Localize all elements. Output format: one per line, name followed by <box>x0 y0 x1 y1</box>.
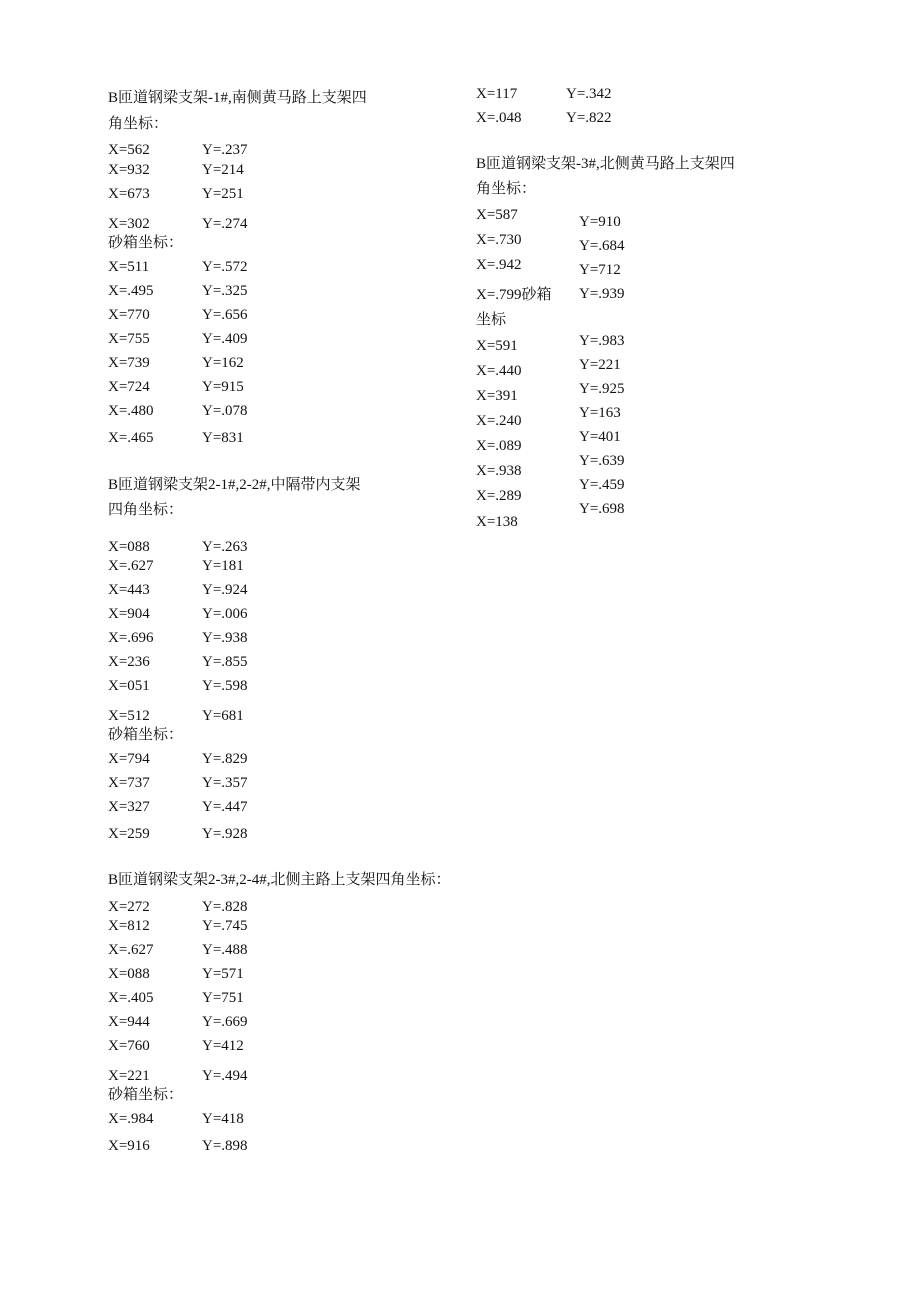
sandbox-label-continuation: 坐标 <box>476 312 507 328</box>
coord-x: X=.240 <box>476 413 522 429</box>
coord-x: X=562 <box>108 142 150 158</box>
coord-y: Y=162 <box>202 355 244 371</box>
coord-y: Y=.325 <box>202 283 248 299</box>
section3-title: B匝道钢梁支架2-3#,2-4#,北侧主路上支架四角坐标： <box>108 872 451 888</box>
coord-x: X=511 <box>108 259 150 275</box>
coord-y: Y=681 <box>202 708 244 724</box>
coord-y: Y=.488 <box>202 942 248 958</box>
coord-y: Y=.828 <box>202 899 248 915</box>
coord-y: Y=251 <box>202 186 244 202</box>
coord-x: X=944 <box>108 1014 150 1030</box>
coord-y: Y=.639 <box>579 453 625 469</box>
coord-y: Y=910 <box>579 214 621 230</box>
coord-x: X=.984 <box>108 1111 154 1127</box>
coord-x: X=236 <box>108 654 150 670</box>
coord-y: Y=.409 <box>202 331 248 347</box>
section1-title-line1: B匝道钢梁支架-1#,南侧黄马路上支架四 <box>108 90 367 106</box>
coord-y: Y=401 <box>579 429 621 445</box>
coord-x: X=737 <box>108 775 150 791</box>
coord-y: Y=221 <box>579 357 621 373</box>
coord-x: X=904 <box>108 606 150 622</box>
coord-y: Y=.237 <box>202 142 248 158</box>
section1-title-line2: 角坐标： <box>108 116 169 132</box>
coord-x: X=.440 <box>476 363 522 379</box>
section2-title-line1: B匝道钢梁支架2-1#,2-2#,中隔带内支架 <box>108 477 361 493</box>
coord-x: X=916 <box>108 1138 150 1154</box>
coord-y: Y=412 <box>202 1038 244 1054</box>
coord-x: X=932 <box>108 162 150 178</box>
coord-y: Y=.572 <box>202 259 248 275</box>
coord-x: X=760 <box>108 1038 150 1054</box>
coord-x: X=391 <box>476 388 518 404</box>
coord-y: Y=571 <box>202 966 244 982</box>
coord-y: Y=.829 <box>202 751 248 767</box>
sandbox-label: 砂箱坐标： <box>108 1087 184 1103</box>
section2-title-line2: 四角坐标： <box>108 502 184 518</box>
coord-x: X=221 <box>108 1068 150 1084</box>
coord-y: Y=.447 <box>202 799 248 815</box>
coord-y: Y=.078 <box>202 403 248 419</box>
coord-y: Y=.263 <box>202 539 248 555</box>
coord-y: Y=.342 <box>566 86 612 102</box>
coord-x: X=591 <box>476 338 518 354</box>
section4-title-line2: 角坐标： <box>476 181 537 197</box>
coord-y: Y=.598 <box>202 678 248 694</box>
coord-x: X=.942 <box>476 257 522 273</box>
coord-x: X=.730 <box>476 232 522 248</box>
coord-x: X=512 <box>108 708 150 724</box>
coord-x: X=272 <box>108 899 150 915</box>
coord-x: X=.089 <box>476 438 522 454</box>
coord-x: X=.465 <box>108 430 154 446</box>
coord-y: Y=.939 <box>579 286 625 302</box>
coord-x: X=302 <box>108 216 150 232</box>
coord-x: X=.495 <box>108 283 154 299</box>
coord-y: Y=.494 <box>202 1068 248 1084</box>
coord-y: Y=.938 <box>202 630 248 646</box>
coord-x: X=770 <box>108 307 150 323</box>
coord-x: X=.696 <box>108 630 154 646</box>
coord-y: Y=.669 <box>202 1014 248 1030</box>
coord-y: Y=.684 <box>579 238 625 254</box>
coord-x: X=138 <box>476 514 518 530</box>
coord-x: X=794 <box>108 751 150 767</box>
coord-y: Y=831 <box>202 430 244 446</box>
coord-y: Y=915 <box>202 379 244 395</box>
coord-x: X=117 <box>476 86 518 102</box>
coord-x: X=.627 <box>108 942 154 958</box>
coord-x: X=812 <box>108 918 150 934</box>
coord-x: X=755 <box>108 331 150 347</box>
coord-x: X=.480 <box>108 403 154 419</box>
coord-y: Y=214 <box>202 162 244 178</box>
coord-y: Y=.006 <box>202 606 248 622</box>
coord-x: X=088 <box>108 539 150 555</box>
coord-x: X=.048 <box>476 110 522 126</box>
sandbox-label: 砂箱坐标： <box>108 235 184 251</box>
coord-y: Y=.274 <box>202 216 248 232</box>
coord-y: Y=.855 <box>202 654 248 670</box>
coord-x: X=.405 <box>108 990 154 1006</box>
coord-y: Y=.898 <box>202 1138 248 1154</box>
coord-y: Y=.983 <box>579 333 625 349</box>
coord-x: X=051 <box>108 678 150 694</box>
coord-x: X=724 <box>108 379 150 395</box>
coord-y: Y=.656 <box>202 307 248 323</box>
coord-y: Y=.745 <box>202 918 248 934</box>
coord-x: X=.627 <box>108 558 154 574</box>
coord-x: X=327 <box>108 799 150 815</box>
coord-y: Y=181 <box>202 558 244 574</box>
coord-x: X=.938 <box>476 463 522 479</box>
coord-x: X=259 <box>108 826 150 842</box>
coord-y: Y=418 <box>202 1111 244 1127</box>
coord-y: Y=.928 <box>202 826 248 842</box>
coord-y: Y=.822 <box>566 110 612 126</box>
coord-y: Y=163 <box>579 405 621 421</box>
sandbox-label: 砂箱坐标： <box>108 727 184 743</box>
coord-y: Y=712 <box>579 262 621 278</box>
coord-x: X=739 <box>108 355 150 371</box>
section4-title-line1: B匝道钢梁支架-3#,北侧黄马路上支架四 <box>476 156 735 172</box>
coord-y: Y=.357 <box>202 775 248 791</box>
coord-y: Y=.459 <box>579 477 625 493</box>
coord-y: Y=.698 <box>579 501 625 517</box>
coord-x: X=088 <box>108 966 150 982</box>
coord-x: X=673 <box>108 186 150 202</box>
coord-x: X=.799砂箱 <box>476 287 552 303</box>
coord-x: X=.289 <box>476 488 522 504</box>
coord-x: X=587 <box>476 207 518 223</box>
coord-y: Y=.924 <box>202 582 248 598</box>
coord-y: Y=.925 <box>579 381 625 397</box>
coord-y: Y=751 <box>202 990 244 1006</box>
coord-x: X=443 <box>108 582 150 598</box>
